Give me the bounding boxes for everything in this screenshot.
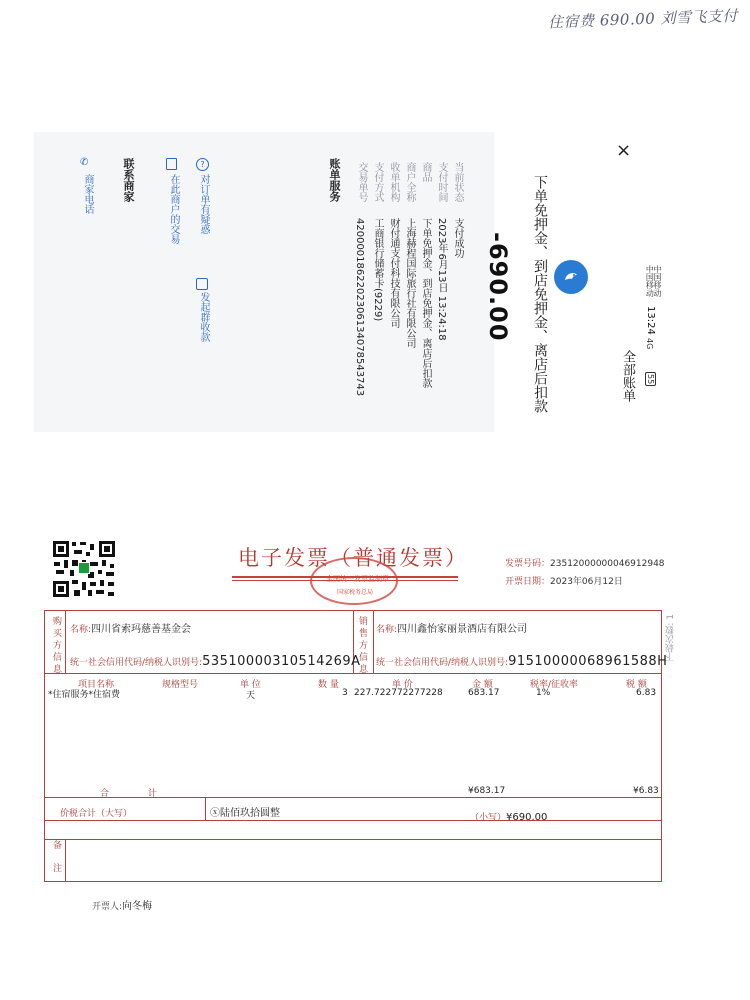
item-qty: 3 <box>342 688 348 698</box>
detail-label-pay-method: 支付方式 <box>372 162 383 202</box>
qr-code <box>52 540 116 598</box>
status-signal: 4G <box>645 338 654 350</box>
document-icon <box>166 158 177 170</box>
buyer-side-label: 购买方信息 <box>51 616 61 676</box>
battery-indicator: 55 <box>646 374 655 385</box>
contact-merchant-title: 联系商家 <box>122 158 135 202</box>
ctrip-dolphin-icon <box>561 267 581 287</box>
invoice-title: 电子发票（普通发票） <box>238 546 468 570</box>
detail-value-trade-no: 4200001862202306134078543743 <box>354 218 365 397</box>
question-icon: ? <box>196 158 209 171</box>
subtotal-label: 合 计 <box>100 789 175 799</box>
buyer-name: 名称:四川省索玛慈善基金会 <box>70 624 192 635</box>
col-amount: 金 额 <box>472 680 493 690</box>
detail-value-merchant: 上海赫程国际旅行社有限公司 <box>404 218 415 348</box>
col-rate: 税率/征收率 <box>530 680 579 690</box>
seal-subtext: 国家税务总局 <box>337 589 374 596</box>
status-carrier-2: 中国移动 <box>653 265 662 297</box>
detail-value-time: 2023年6月13日 13:24:18 <box>436 218 447 341</box>
detail-label-merchant: 商户全称 <box>404 162 415 202</box>
payment-amount: -690.00 <box>484 232 512 342</box>
issuer: 开票人:向冬梅 <box>92 901 153 912</box>
total-divider <box>45 820 661 821</box>
detail-label-acquirer: 收单机构 <box>388 162 399 202</box>
subtotal-amount: ¥683.17 <box>468 786 506 796</box>
same-merchant-link[interactable]: 在此商户的交易 <box>168 174 179 244</box>
handwritten-note: 住宿费 690.00 刘雪飞支付 <box>547 6 739 32</box>
seller-side-label: 销售方信息 <box>357 616 367 676</box>
buyer-side-divider <box>65 611 66 673</box>
status-bar: 中国移动 <box>645 265 655 297</box>
col-qty: 数 量 <box>318 680 339 690</box>
col-tax: 税 额 <box>626 680 647 690</box>
invoice-number: 发票号码：23512000000046912948 <box>505 559 665 569</box>
detail-value-status: 支付成功 <box>452 218 463 258</box>
detail-value-goods: 下单免押金、到店免押金、离店后扣款 <box>420 218 431 388</box>
detail-label-status: 当前状态 <box>452 162 463 202</box>
invoice-date: 开票日期：2023年06月12日 <box>505 577 623 587</box>
col-item-name: 项目名称 <box>78 680 115 690</box>
total-label: 价税合计（大写） <box>60 809 133 819</box>
col-unit: 单 位 <box>240 680 261 690</box>
seal-text: 全国统一发票监制章 <box>326 575 389 583</box>
item-unit: 天 <box>246 691 256 701</box>
seller-side-divider <box>373 611 374 673</box>
item-price: 227.722772277228 <box>354 688 443 698</box>
item-rate: 1% <box>536 688 551 698</box>
merchant-logo <box>554 260 588 294</box>
remarks-divider <box>45 839 661 840</box>
all-bills-link[interactable]: 全部账单 <box>620 350 635 402</box>
buyer-tax-id: 统一社会信用代码/纳税人识别号:53510000310514269A <box>70 654 361 669</box>
col-price: 单 价 <box>392 680 413 690</box>
total-in-words: ⓧ陆佰玖拾圆整 <box>210 808 280 819</box>
item-tax: 6.83 <box>636 688 657 698</box>
detail-label-goods: 商品 <box>420 162 431 182</box>
detail-label-time: 支付时间 <box>436 162 447 202</box>
total-label-divider <box>205 797 206 820</box>
party-divider <box>45 673 661 674</box>
phone-icon: ✆ <box>80 157 89 168</box>
seller-name: 名称:四川鑫怡家丽景酒店有限公司 <box>376 624 528 635</box>
receipt-title: 下单免押金、到店免押金、离店后扣款 <box>532 175 548 413</box>
seller-tax-id: 统一社会信用代码/纳税人识别号:91510000068961588H <box>376 654 668 669</box>
col-spec: 规格型号 <box>162 680 199 690</box>
bill-service-title: 账单服务 <box>328 158 341 202</box>
status-time: 13:24 <box>645 306 656 335</box>
detail-value-acquirer: 财付通支付科技有限公司 <box>388 218 399 328</box>
total-in-figures: （小写）¥690.00 <box>470 812 548 823</box>
detail-value-pay-method: 工商银行储蓄卡(9229) <box>372 218 383 322</box>
detail-label-trade-no: 交易单号 <box>356 162 367 202</box>
close-icon[interactable]: × <box>616 140 632 161</box>
remarks-label: 备注 <box>51 840 61 886</box>
order-doubt-link[interactable]: 对订单有疑惑 <box>198 174 209 234</box>
group-collect-link[interactable]: 发起群收款 <box>198 292 209 342</box>
subtotal-tax: ¥6.83 <box>633 786 659 796</box>
download-count-note: 下载次数: 1 <box>666 614 676 662</box>
merchant-phone-link[interactable]: 商家电话 <box>82 174 93 214</box>
item-amount: 683.17 <box>468 688 500 698</box>
group-collect-icon <box>196 278 208 290</box>
item-name: *住宿服务*住宿费 <box>48 690 121 700</box>
remarks-side-divider <box>65 839 66 881</box>
